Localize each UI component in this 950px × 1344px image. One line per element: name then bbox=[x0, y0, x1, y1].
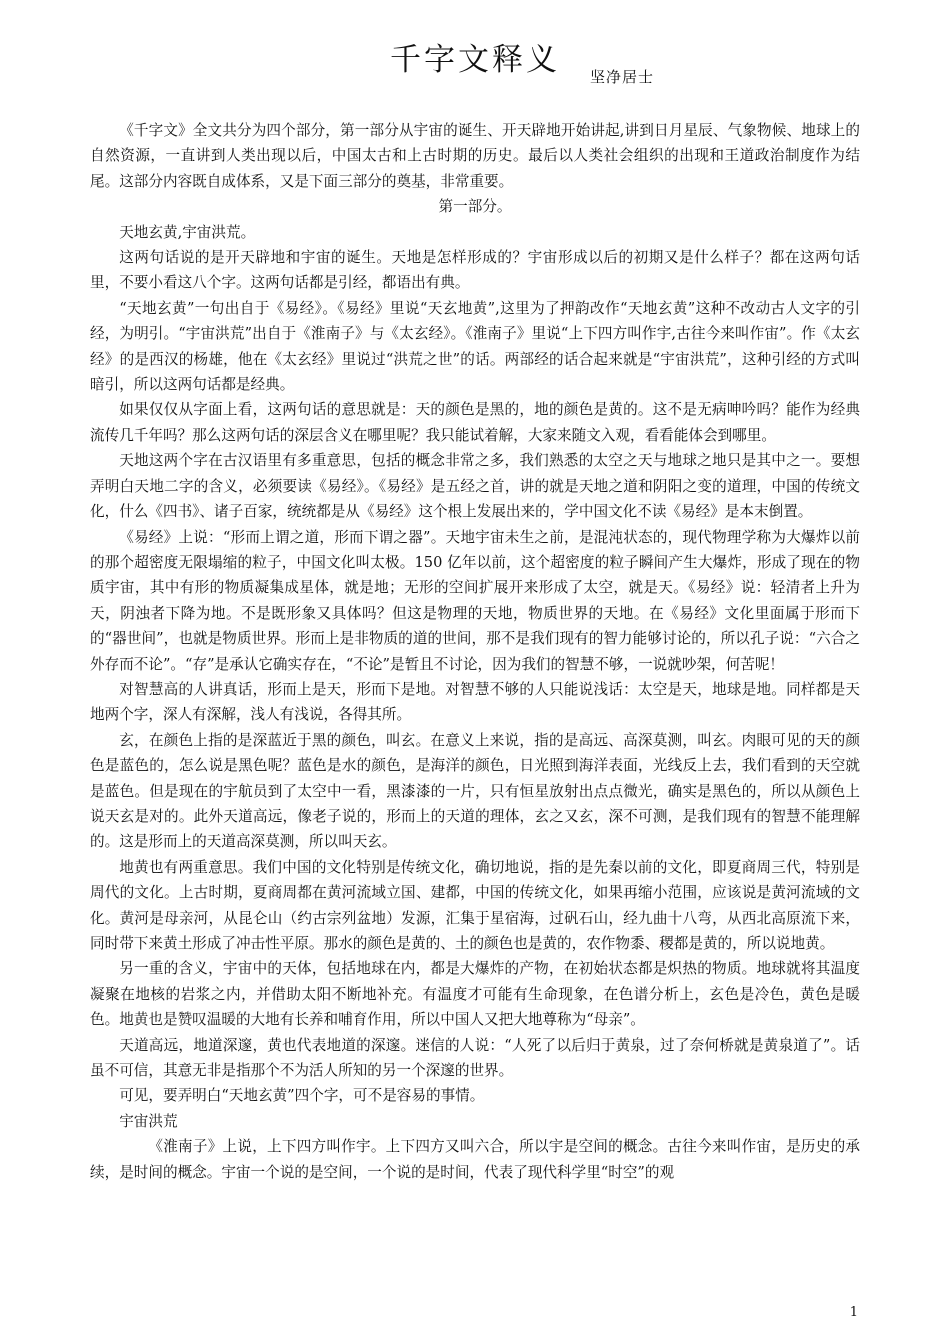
paragraph: 如果仅仅从字面上看，这两句话的意思就是：天的颜色是黑的，地的颜色是黄的。这不是无病呻吟吗？能作为经典流传几千年吗？那么这两句话的深层含义在哪里呢？我只能试着解，大家来随文入观，看看能体会到哪里。 bbox=[90, 401, 860, 444]
document-title: 千字文释义 bbox=[390, 42, 560, 78]
paragraph: 天道高远，地道深邃，黄也代表地道的深邃。迷信的人说：“人死了以后归于黄泉，过了奈何桥就是黄泉道了”。话虽不可信，其意无非是指那个不为活人所知的另一个深邃的世界。 bbox=[90, 1036, 860, 1080]
paragraph: 地黄也有两重意思。我们中国的文化特别是传统文化，确切地说，指的是先秦以前的文化，即夏商周三代，特别是周代的文化。上古时期，夏商周都在黄河流域立国、建都，中国的传统文化，如果再缩小范围，应该说是黄河流域的文化。黄河是母亲河，从昆仑山（约古宗列盆地）发源，汇集于星宿海，过矾石山，经九曲十八弯，从西北高原流下来，同时带下来黄土形成了冲击性平原。那水的颜色是黄的、土的颜色也是黄的，农作物黍、稷都是黄的，所以说地黄。 bbox=[90, 858, 860, 952]
paragraph: 这两句话说的是开天辟地和宇宙的诞生。天地是怎样形成的？宇宙形成以后的初期又是什么样子？都在这两句话里，不要小看这八个字。这两句话都是引经，都语出有典。 bbox=[90, 249, 860, 292]
paragraph: 《淮南子》上说，上下四方叫作宇。上下四方又叫六合，所以宇是空间的概念。古往今来叫作宙，是历史的承续，是时间的概念。宇宙一个说的是空间，一个说的是时间，代表了现代科学里“时空”的观 bbox=[90, 1138, 860, 1181]
section-heading: 第一部分。 bbox=[438, 198, 512, 216]
author-name: 坚净居士 bbox=[590, 68, 655, 86]
paragraph: 天地这两个字在古汉语里有多重意思，包括的概念非常之多，我们熟悉的太空之天与地球之地只是其中之一。要想弄明白天地二字的含义，必须要读《易经》。《易经》是五经之首，讲的就是天地之道和阴阳之变的道理，中国的传统文化，什么《四书》、诸子百家，统统都是从《易经》这个根上发展出来的，学中国文化不读《易经》是本末倒置。 bbox=[90, 452, 860, 521]
document-body bbox=[90, 118, 860, 1185]
verse-line: 天地玄黄,宇宙洪荒。 bbox=[119, 223, 256, 241]
paragraph-intro: 《千字文》全文共分为四个部分，第一部分从宇宙的诞生、开天辟地开始讲起,讲到日月星辰、气象物候、地球上的自然资源，一直讲到人类出现以后，中国太古和上古时期的历史。最后以人类社会组织的出现和王道政治制度作为结尾。这部分内容既自成体系，又是下面三部分的奠基，非常重要。 bbox=[90, 122, 860, 190]
paragraph: “天地玄黄”一句出自于《易经》。《易经》里说“天玄地黄”,这里为了押韵改作“天地玄黄”这种不改动古人文字的引经，为明引。“宇宙洪荒”出自于《淮南子》与《太玄经》。《淮南子》里说“上下四方叫作宇,古往今来叫作宙”。作《太玄经》的是西汉的杨雄，他在《太玄经》里说过“洪荒之世”的话。两部经的话合起来就是“宇宙洪荒”，这种引经的方式叫暗引，所以这两句话都是经典。 bbox=[90, 299, 860, 394]
paragraph: 对智慧高的人讲真话，形而上是天，形而下是地。对智慧不够的人只能说浅话：太空是天，地球是地。同样都是天地两个字，深人有深解，浅人有浅说，各得其所。 bbox=[90, 680, 860, 724]
page-number: 1 bbox=[849, 1305, 858, 1320]
paragraph: 《易经》上说：“形而上谓之道，形而下谓之器”。天地宇宙未生之前，是混沌状态的，现代物理学称为大爆炸以前的那个超密度无限塌缩的粒子，中国文化叫太极。150 亿年以前，这个超密度的粒子瞬间产生大爆炸，形成了现在的物质宇宙，其中有形的物质凝集成星体，就是地；无形的空间扩展开来形成了太空，就是天。《易经》说：轻清者上升为天，阴浊者下降为地。不是既形象又具体吗？但这是物理的天地，物质世界的天地。在《易经》文化里面属于形而下的“器世间”，也就是物质世界。形而上是非物质的道的世间，那不是我们现有的智力能够讨论的，所以孔子说：“六合之外存而不论”。“存”是承认它确实存在，“不论”是暂且不讨论，因为我们的智慧不够，一说就吵架，何苦呢！ bbox=[90, 528, 860, 673]
paragraph: 另一重的含义，宇宙中的天体，包括地球在内，都是大爆炸的产物，在初始状态都是炽热的物质。地球就将其温度凝聚在地核的岩浆之内，并借助太阳不断地补充。有温度才可能有生命现象，在色谱分析上，玄色是冷色，黄色是暖色。地黄也是赞叹温暖的大地有长养和哺育作用，所以中国人又把大地尊称为“母亲”。 bbox=[90, 960, 860, 1029]
subheading: 宇宙洪荒 bbox=[119, 1112, 178, 1130]
paragraph: 可见，要弄明白“天地玄黄”四个字，可不是容易的事情。 bbox=[119, 1087, 485, 1105]
paragraph: 玄，在颜色上指的是深蓝近于黑的颜色，叫玄。在意义上来说，指的是高远、高深莫测，叫玄。肉眼可见的天的颜色是蓝色的，怎么说是黑色呢？蓝色是水的颜色，是海洋的颜色，日光照到海洋表面，光线反上去，我们看到的天空就是蓝色。但是现在的宇航员到了太空中一看，黑漆漆的一片，只有恒星放射出点点微光，确实是黑色的，所以从颜色上说天玄是对的。此外天道高远，像老子说的，形而上的天道的理体，玄之又玄，深不可测，是我们现有的智慧不能理解的。这是形而上的天道高深莫测，所以叫天玄。 bbox=[90, 731, 860, 851]
